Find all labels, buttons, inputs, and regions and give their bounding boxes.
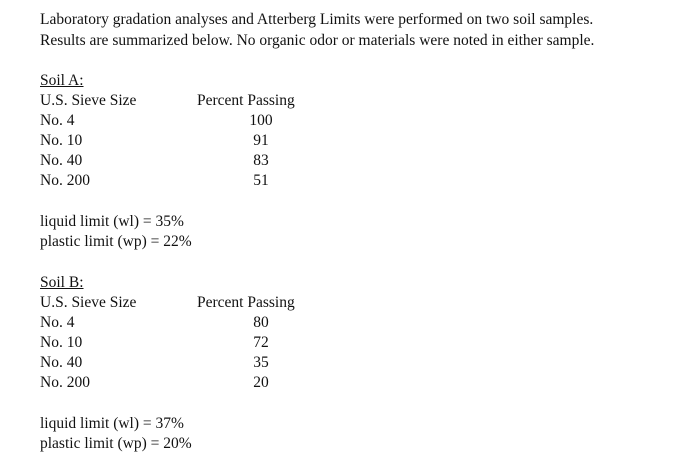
soil-b-liquid-limit: liquid limit (wl) = 37% xyxy=(40,415,184,432)
soil-b-sieve-size-header: U.S. Sieve Size xyxy=(40,294,137,311)
soil-b-row-passing: 80 xyxy=(253,314,269,331)
soil-b-row-size: No. 10 xyxy=(40,334,83,351)
soil-a-row-passing: 100 xyxy=(249,112,273,129)
soil-b-row-passing: 20 xyxy=(253,374,269,391)
soil-b-plastic-limit: plastic limit (wp) = 20% xyxy=(40,435,192,452)
soil-a-row-passing: 83 xyxy=(253,152,269,169)
soil-b-percent-passing-header: Percent Passing xyxy=(197,294,295,311)
soil-a-row-size: No. 10 xyxy=(40,132,83,149)
soil-a-row-passing: 91 xyxy=(253,132,269,149)
soil-b-row-size: No. 200 xyxy=(40,374,90,391)
soil-a-liquid-limit: liquid limit (wl) = 35% xyxy=(40,213,184,230)
intro-line-1: Laboratory gradation analyses and Atterberg Limits were performed on two soil samples. xyxy=(40,11,594,28)
intro-line-2: Results are summarized below. No organic odor or materials were noted in either sample. xyxy=(40,32,595,49)
soil-a-row-passing: 51 xyxy=(253,172,269,189)
soil-a-percent-passing-header: Percent Passing xyxy=(197,92,295,109)
soil-b-row-size: No. 40 xyxy=(40,354,83,371)
soil-b-heading: Soil B: xyxy=(40,274,84,291)
soil-a-heading: Soil A: xyxy=(40,72,84,89)
soil-a-plastic-limit: plastic limit (wp) = 22% xyxy=(40,233,192,250)
soil-b-row-size: No. 4 xyxy=(40,314,75,331)
soil-a-row-size: No. 4 xyxy=(40,112,75,129)
soil-b-row-passing: 72 xyxy=(253,334,269,351)
soil-b-row-passing: 35 xyxy=(253,354,269,371)
soil-a-row-size: No. 200 xyxy=(40,172,90,189)
soil-a-row-size: No. 40 xyxy=(40,152,83,169)
soil-a-sieve-size-header: U.S. Sieve Size xyxy=(40,92,137,109)
